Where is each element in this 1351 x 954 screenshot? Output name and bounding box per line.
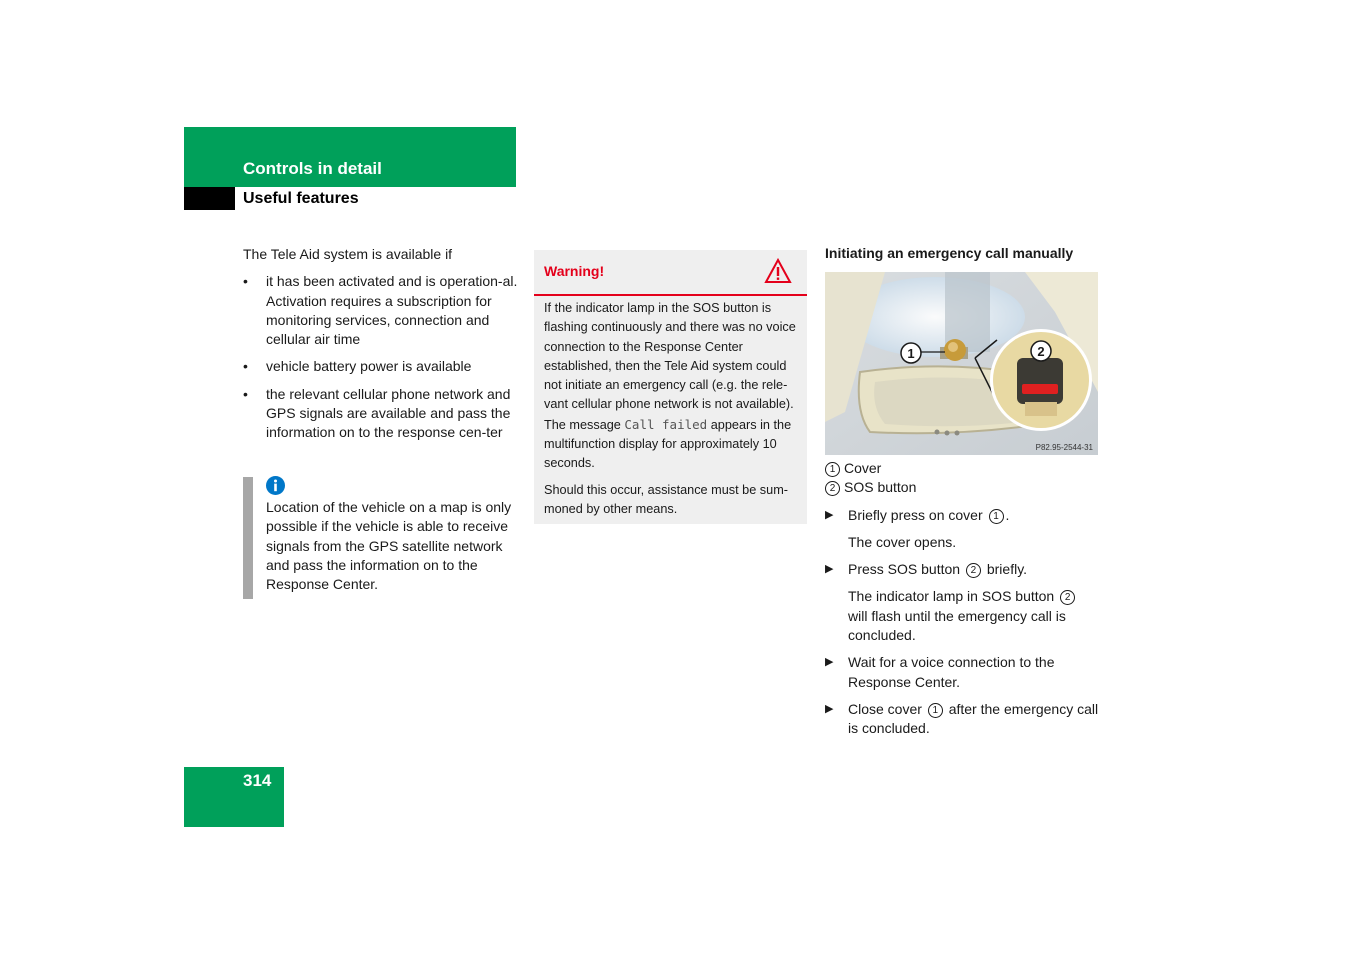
warning-paragraph: [544, 299, 800, 474]
list-item: [243, 272, 518, 349]
availability-intro: The Tele Aid system is available if: [243, 246, 453, 262]
step-text: Briefly press on cover: [848, 506, 987, 523]
page-number: 314: [243, 771, 272, 790]
legend-text: Cover: [844, 460, 882, 476]
step-text: Close cover: [848, 700, 926, 717]
instruction-step: [825, 700, 1100, 739]
callout-1: 1: [907, 346, 915, 361]
warning-triangle-icon: [764, 258, 792, 284]
warning-divider: [534, 294, 807, 296]
bullet-glyph: •: [243, 358, 248, 375]
availability-section: [243, 245, 518, 451]
number-circle: 2: [1060, 590, 1075, 605]
step-text: briefly.: [982, 561, 1028, 578]
list-item-text: it has been activated and is operation-al. Activation requires a subscription for monitoring services, connection and cellular air time: [266, 273, 518, 348]
number-circle: 1: [825, 462, 840, 477]
list-item-text: vehicle battery power is available: [266, 358, 472, 375]
step-result: [825, 587, 1100, 645]
warning-body: [544, 299, 800, 526]
legend-text: SOS button: [844, 479, 917, 496]
list-item-text: the relevant cellular phone network and GPS signals are available and pass the information on to the response cen-ter: [266, 385, 511, 441]
warning-paragraph: Should this occur, assistance must be sum-moned by other means.: [544, 482, 788, 516]
number-circle: 2: [825, 481, 840, 496]
emergency-call-heading: Initiating an emergency call manually: [825, 245, 1074, 261]
warning-text: appears in the multifunction display for approximately 10 seconds.: [544, 417, 792, 471]
bullet-glyph: •: [243, 273, 248, 290]
number-circle: 1: [928, 703, 943, 718]
step-text: Wait for a voice connection to the Response Center.: [848, 654, 1055, 690]
instruction-step: [825, 560, 1100, 579]
result-text: will flash until the emergency call is concluded.: [848, 607, 1066, 644]
step-result: The cover opens.: [848, 533, 957, 550]
arrow-right-icon: ▶: [825, 702, 834, 715]
figure-callout: [1031, 341, 1051, 361]
info-note: Location of the vehicle on a map is only possible if the vehicle is able to receive signals from the GPS satellite network and pass the information on to the Response Center.: [266, 499, 512, 593]
figure-code: P82.95-2544-31: [1035, 443, 1093, 452]
list-item: [243, 357, 518, 376]
instruction-step: [825, 653, 1100, 692]
number-circle: 2: [966, 563, 981, 578]
emergency-call-steps: [825, 459, 1100, 747]
warning-text: If the indicator lamp in the SOS button is flashing continuously and there was no voice connection to the Response Center established, then the Tele Aid system could not initiate an emergency call (e.g. the rele-vant cellular phone network is not available). The message: [544, 301, 796, 432]
instruction-step: [825, 506, 1100, 525]
availability-list: [243, 272, 518, 442]
arrow-right-icon: ▶: [825, 656, 834, 669]
warning-title: Warning!: [544, 263, 605, 279]
info-icon: [266, 476, 285, 495]
callout-2: 2: [1037, 344, 1045, 359]
bullet-glyph: •: [243, 385, 248, 402]
figure-callout: [901, 343, 921, 363]
arrow-right-icon: ▶: [825, 508, 834, 521]
arrow-right-icon: ▶: [825, 563, 834, 576]
call-failed-message: Call failed: [624, 416, 708, 432]
list-item: [243, 385, 518, 443]
step-text: after the emergency call is concluded.: [848, 700, 1099, 737]
subsection-title: Useful features: [243, 190, 359, 207]
info-sidebar: [243, 477, 253, 599]
sos-button-figure: [825, 272, 1098, 455]
legend-item: [825, 478, 1100, 497]
section-title: Controls in detail: [243, 159, 382, 178]
legend-item: [825, 459, 1100, 478]
header-marker: [184, 187, 235, 210]
step-text: .: [1005, 506, 1010, 523]
step-text: Press SOS button: [848, 561, 964, 578]
number-circle: 1: [989, 509, 1004, 524]
result-text: The indicator lamp in SOS button: [848, 588, 1059, 605]
